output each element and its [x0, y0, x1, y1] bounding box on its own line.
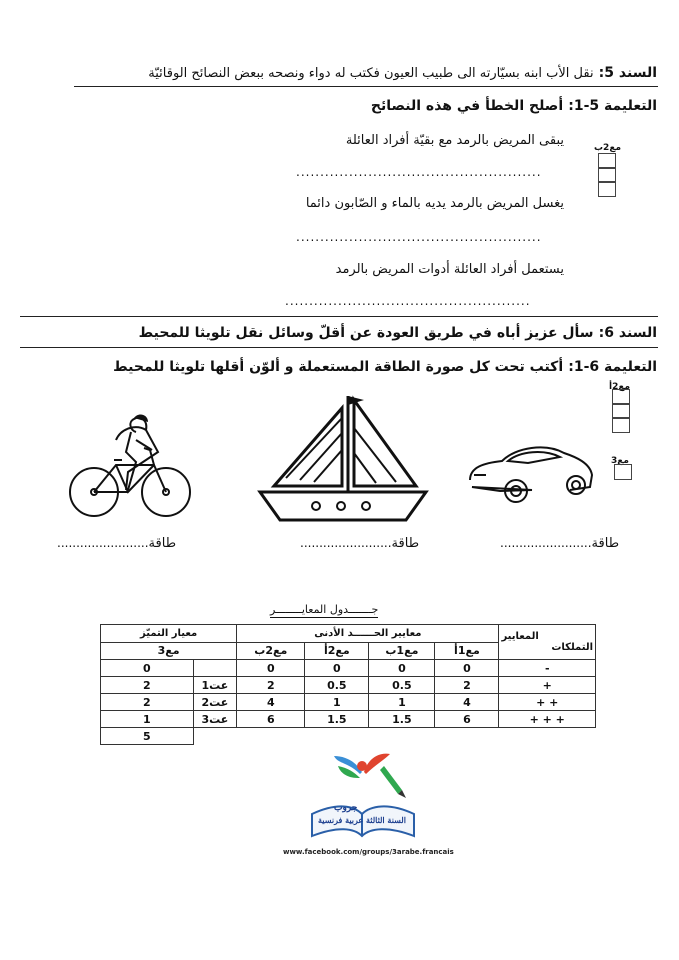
criterion-m2b-label: مع2ب [594, 143, 622, 153]
logo-group-word: جروب [334, 803, 358, 813]
score-box[interactable] [614, 464, 632, 480]
value-cell: 1.5 [305, 711, 369, 728]
energy-label: طاقة [591, 536, 620, 551]
sailboat-image [256, 388, 436, 533]
task51-heading [371, 95, 657, 114]
bicycle-image [66, 410, 196, 520]
group-logo-image [298, 744, 428, 844]
energy-label: طاقة [391, 536, 420, 551]
criteria-table-title: جـــــــدول المعايــــــــر [270, 603, 379, 616]
energy-label: طاقة [148, 536, 177, 551]
answer-line-2[interactable]: ................................................... [296, 230, 542, 244]
excellence-cell: 2 [101, 694, 194, 711]
sub-header: مع2ب [237, 642, 305, 660]
sanad5-text: نقل الأب ابنه بسيّارته الى طبيب العيون فكتب له دواء ونصحه ببعض النصائح الوقائيّة [148, 66, 594, 81]
sentence-1: يبقى المريض بالرمد مع بقيّة أفراد العائلة [345, 133, 564, 148]
logo-name: السنة الثالثة عربية فرنسية [318, 815, 406, 825]
level-cell: + + [499, 694, 596, 711]
divider [20, 316, 658, 317]
criterion-m2a-label: مع2أ [609, 382, 631, 392]
energy-answer-boat[interactable] [300, 532, 419, 551]
level-cell: - [499, 660, 596, 677]
total-cell: 5 [101, 728, 194, 745]
value-cell: 1 [305, 694, 369, 711]
value-cell: 0.5 [369, 677, 435, 694]
sanad5-line [17, 62, 657, 81]
value-cell: 4 [237, 694, 305, 711]
divider [20, 347, 658, 348]
sub-header: مع3 [101, 642, 237, 660]
value-cell: 2 [237, 677, 305, 694]
value-cell: 1.5 [369, 711, 435, 728]
sanad6-line [139, 322, 657, 341]
energy-answer-bicycle[interactable] [57, 532, 176, 551]
table-row [101, 660, 596, 677]
value-cell: 4 [435, 694, 499, 711]
table-row [101, 625, 596, 643]
table-row [101, 711, 596, 728]
value-cell: 0.5 [305, 677, 369, 694]
tag-cell: عت2 [193, 694, 237, 711]
criteria-table [100, 624, 596, 745]
value-cell: 6 [237, 711, 305, 728]
table-row [101, 728, 596, 745]
sub-header: مع1ب [369, 642, 435, 660]
task61-text: أكتب تحت كل صورة الطاقة المستعملة و ألوّن أقلها تلويثا للمحيط [113, 359, 564, 375]
answer-line-3[interactable]: ................................................... [285, 294, 531, 308]
tag-cell: عت1 [193, 677, 237, 694]
task51-text: أصلح الخطأ في هذه النصائح [370, 98, 564, 114]
energy-dots: ........................ [500, 536, 592, 550]
table-corner-cell [499, 625, 596, 660]
value-cell: 2 [435, 677, 499, 694]
logo-url[interactable]: www.facebook.com/groups/3arabe.francais [283, 848, 454, 856]
value-cell: 6 [435, 711, 499, 728]
energy-dots: ........................ [57, 536, 149, 550]
table-row [101, 677, 596, 694]
sub-header: مع1أ [435, 642, 499, 660]
answer-line-1[interactable]: ................................................... [296, 165, 542, 179]
header-criteria: المعايير [501, 631, 539, 642]
excellence-cell: 1 [101, 711, 194, 728]
car-image [464, 435, 599, 507]
energy-dots: ........................ [300, 536, 392, 550]
value-cell: 0 [305, 660, 369, 677]
sanad5-label: السند 5: [598, 65, 657, 81]
criterion-m3-label: مع3 [611, 456, 629, 466]
value-cell: 1 [369, 694, 435, 711]
table-row [101, 694, 596, 711]
energy-answer-car[interactable] [500, 532, 619, 551]
score-box[interactable] [612, 417, 630, 433]
excellence-cell: 0 [101, 660, 194, 677]
header-skills: التملكات [551, 642, 593, 653]
score-box[interactable] [598, 181, 616, 197]
excellence-cell: 2 [101, 677, 194, 694]
sanad6-text: سأل عزيز أباه في طريق العودة عن أقلّ وسائل نقل تلويثا للمحيط [138, 325, 594, 341]
divider [74, 86, 658, 87]
sentence-2: يغسل المريض بالرمد يديه بالماء و الصّابون دائما [305, 196, 564, 211]
task61-heading [113, 356, 657, 375]
value-cell: 0 [435, 660, 499, 677]
sentence-3: يستعمل أفراد العائلة أدوات المريض بالرمد [335, 262, 564, 277]
value-cell: 0 [237, 660, 305, 677]
tag-cell: عت3 [193, 711, 237, 728]
task61-label: التعليمة 6-1: [568, 359, 657, 375]
tag-cell [193, 660, 237, 677]
value-cell: 0 [369, 660, 435, 677]
level-cell: + + + [499, 711, 596, 728]
sanad6-label: السند 6: [598, 325, 657, 341]
sub-header: مع2أ [305, 642, 369, 660]
task51-label: التعليمة 5-1: [568, 98, 657, 114]
header-min: معايير الحــــــد الأدنى [237, 625, 499, 643]
header-excellence: معيار التميّز [101, 625, 237, 643]
level-cell: + [499, 677, 596, 694]
